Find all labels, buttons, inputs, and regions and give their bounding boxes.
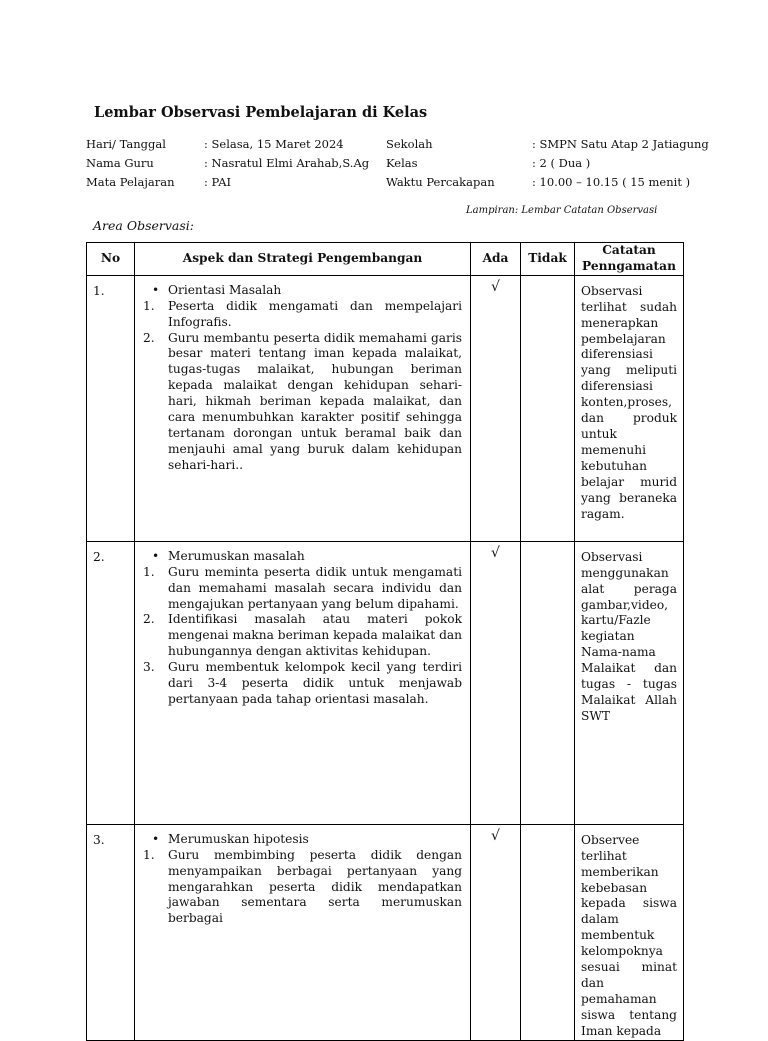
row-aspect [135, 541, 471, 824]
header-aspect: Aspek dan Strategi Pengembangan [135, 243, 471, 276]
row-number: 1. [87, 275, 135, 541]
header-ada: Ada [471, 243, 521, 276]
header-notes: Catatan Penngamatan [575, 243, 684, 276]
document-title: Lembar Observasi Pembelajaran di Kelas [94, 104, 428, 121]
info-label-date: Hari/ Tanggal [86, 137, 166, 151]
header-tidak: Tidak [521, 243, 575, 276]
aspect-item: 2. Identifikasi masalah atau materi pokok mengenai makna beriman kepada malaikat dan hubungannya dengan aktivitas kehidupan. [143, 612, 462, 659]
observation-table [86, 242, 684, 1041]
info-value-time: : 10.00 – 10.15 ( 15 menit ) [532, 175, 691, 189]
aspect-item: 1. Peserta didik mengamati dan mempelajari Infografis. [143, 298, 462, 329]
table-row [87, 824, 684, 1040]
info-label-teacher: Nama Guru [86, 156, 154, 170]
info-label-class: Kelas [386, 156, 418, 170]
aspect-item: 1. Guru membimbing peserta didik dengan menyampaikan berbagai pertanyaan yang mengarahkan peserta didik mendapatkan jawaban sementara serta merumuskan berbagai [143, 847, 462, 926]
checkmark-ada: √ [471, 824, 521, 1040]
aspect-item: 2. Guru membantu peserta didik memahami garis besar materi tentang iman kepada malaikat, tugas-tugas malaikat, hubungan beriman kepada malaikat dengan kehidupan sehari-hari, hikmah beriman kepada malaikat, dan cara menumbuhkan karakter positif sehingga tertanam dorongan untuk beramal baik dan menjauhi amal yang buruk dalam kehidupan sehari-hari.. [143, 330, 462, 472]
info-value-date: : Selasa, 15 Maret 2024 [204, 137, 344, 151]
row-notes: Observasi menggunakan alat peraga gambar,video, kartu/Fazle kegiatan Nama-nama Malaikat dan tugas - tugas Malaikat Allah SWT [575, 541, 684, 824]
info-value-teacher: : Nasratul Elmi Arahab,S.Ag [204, 156, 370, 170]
cell-tidak [521, 541, 575, 824]
aspect-bullet: • Merumuskan masalah [143, 549, 462, 565]
row-number: 2. [87, 541, 135, 824]
checkmark-ada: √ [471, 541, 521, 824]
row-notes: Observee terlihat memberikan kebebasan kepada siswa dalam membentuk kelompoknya sesuai minat dan pemahaman siswa tentang Iman kepada [575, 824, 684, 1040]
cell-tidak [521, 275, 575, 541]
aspect-item: 3. Guru membentuk kelompok kecil yang terdiri dari 3-4 peserta didik untuk menjawab pertanyaan pada tahap orientasi masalah. [143, 660, 462, 706]
aspect-bullet: • Orientasi Masalah [143, 283, 462, 299]
info-value-subject: : PAI [204, 175, 232, 189]
table-row [87, 541, 684, 824]
row-number: 3. [87, 824, 135, 1040]
info-label-subject: Mata Pelajaran [86, 175, 175, 189]
info-value-school: : SMPN Satu Atap 2 Jatiagung [532, 137, 709, 151]
row-aspect [135, 275, 471, 541]
area-label: Area Observasi: [93, 218, 195, 233]
row-aspect [135, 824, 471, 1040]
header-no: No [87, 243, 135, 276]
info-label-school: Sekolah [386, 137, 433, 151]
aspect-item: 1. Guru meminta peserta didik untuk mengamati dan memahami masalah secara individu dan mengajukan pertanyaan yang belum dipahami. [143, 564, 462, 611]
table-row [87, 275, 684, 541]
checkmark-ada: √ [471, 275, 521, 541]
cell-tidak [521, 824, 575, 1040]
aspect-bullet: • Merumuskan hipotesis [143, 832, 462, 848]
info-label-time: Waktu Percakapan [386, 175, 495, 189]
table-header-row [87, 243, 684, 276]
row-notes: Observasi terlihat sudah menerapkan pembelajaran diferensiasi yang meliputi diferensiasi konten,proses, dan produk untuk memenuhi kebutuhan belajar murid yang beraneka ragam. [575, 275, 684, 541]
info-value-class: : 2 ( Dua ) [532, 156, 591, 170]
attachment-note: Lampiran: Lembar Catatan Observasi [466, 205, 658, 216]
